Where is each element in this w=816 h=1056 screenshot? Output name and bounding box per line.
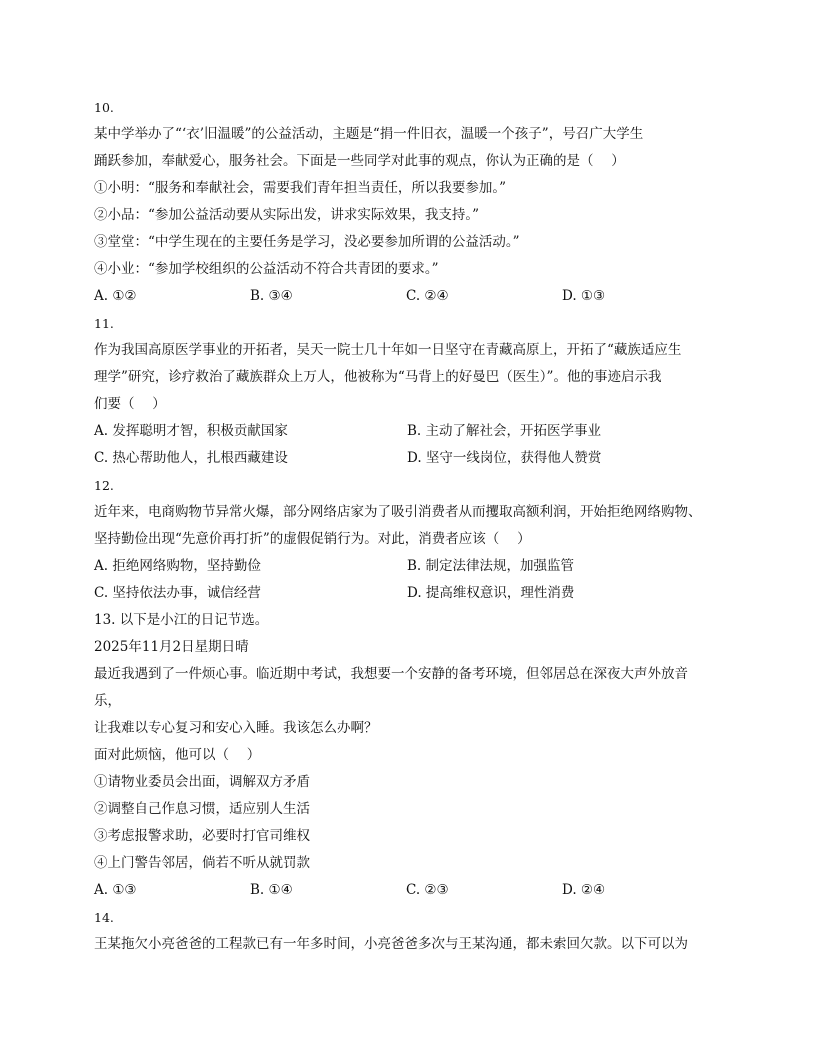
question-stem-line: 们要（ ）	[94, 396, 166, 412]
option-a[interactable]: A. ①③	[94, 882, 137, 898]
question-stem-line: 作为我国高原医学事业的开拓者，吴天一院士几十年如一日坚守在青藏高原上，开拓了“藏族适应生	[94, 342, 682, 358]
answer-options	[94, 445, 720, 472]
statement: ③堂堂：“中学生现在的主要任务是学习，没必要参加所谓的公益活动。”	[94, 234, 520, 250]
option-c[interactable]: C. ②④	[406, 288, 449, 304]
answer-options	[94, 418, 720, 445]
question-number: 12.	[94, 478, 114, 493]
question-14	[94, 904, 720, 958]
question-11	[94, 310, 720, 472]
question-number: 14.	[94, 910, 114, 925]
question-10	[94, 94, 720, 310]
answer-options	[94, 283, 720, 310]
option-c[interactable]: C. ②③	[406, 882, 449, 898]
option-d[interactable]: D. 提高维权意识，理性消费	[407, 585, 575, 601]
diary-line: 让我难以专心复习和安心入睡。我该怎么办啊？	[94, 720, 378, 736]
statement: ④上门警告邻居，倘若不听从就罚款	[94, 855, 310, 871]
question-list	[94, 94, 720, 958]
answer-options	[94, 877, 720, 904]
option-c[interactable]: C. 坚持依法办事，诚信经营	[94, 585, 261, 601]
diary-line: 乐，	[94, 693, 121, 709]
question-stem-line: 近年来，电商购物节异常火爆，部分网络店家为了吸引消费者从而攫取高额利润，开始拒绝网络购物、	[94, 504, 702, 520]
option-b[interactable]: B. ③④	[250, 288, 293, 304]
statement: ③考虑报警求助，必要时打官司维权	[94, 828, 310, 844]
option-b[interactable]: B. 主动了解社会，开拓医学事业	[407, 423, 602, 439]
diary-date: 2025年11月2日星期日晴	[94, 639, 249, 655]
question-header: 13. 以下是小江的日记节选。	[94, 612, 269, 628]
question-stem-line: 坚持勤俭出现“先意价再打折”的虚假促销行为。对此，消费者应该（ ）	[94, 531, 531, 547]
option-d[interactable]: D. 坚守一线岗位，获得他人赞赏	[407, 450, 602, 466]
statement: ①小明：“服务和奉献社会，需要我们青年担当责任，所以我要参加。”	[94, 180, 507, 196]
question-12	[94, 472, 720, 607]
question-number: 11.	[94, 316, 114, 331]
question-stem-line: 理学”研究，诊疗救治了藏族群众上万人，他被称为“马背上的好曼巴（医生）”。他的事迹启示我	[94, 369, 662, 385]
question-number: 10.	[94, 100, 114, 115]
option-a[interactable]: A. 发挥聪明才智，积极贡献国家	[94, 423, 288, 439]
statement: ②小品：“参加公益活动要从实际出发，讲求实际效果，我支持。”	[94, 207, 480, 223]
diary-line: 最近我遇到了一件烦心事。临近期中考试，我想要一个安静的备考环境，但邻居总在深夜大声外放音	[94, 666, 688, 682]
option-a[interactable]: A. 拒绝网络购物，坚持勤俭	[94, 558, 261, 574]
option-b[interactable]: B. ①④	[250, 882, 293, 898]
question-prompt: 面对此烦恼，他可以（ ）	[94, 747, 261, 763]
question-stem-line: 王某拖欠小亮爸爸的工程款已有一年多时间，小亮爸爸多次与王某沟通，都未索回欠款。以下可以为	[94, 936, 688, 952]
option-c[interactable]: C. 热心帮助他人，扎根西藏建设	[94, 450, 288, 466]
question-stem-line: 踊跃参加，奉献爱心，服务社会。下面是一些同学对此事的观点，你认为正确的是（ ）	[94, 153, 625, 169]
statement: ①请物业委员会出面，调解双方矛盾	[94, 774, 310, 790]
option-d[interactable]: D. ①③	[562, 288, 606, 304]
question-13	[94, 607, 720, 904]
statement: ④小业：“参加学校组织的公益活动不符合共青团的要求。”	[94, 261, 439, 277]
answer-options	[94, 580, 720, 607]
answer-options	[94, 553, 720, 580]
option-b[interactable]: B. 制定法律法规，加强监管	[407, 558, 575, 574]
option-d[interactable]: D. ②④	[562, 882, 606, 898]
option-a[interactable]: A. ①②	[94, 288, 137, 304]
question-stem-line: 某中学举办了“‘衣’旧温暖”的公益活动，主题是“捐一件旧衣，温暖一个孩子”，号召广大学生	[94, 126, 644, 142]
statement: ②调整自己作息习惯，适应别人生活	[94, 801, 310, 817]
